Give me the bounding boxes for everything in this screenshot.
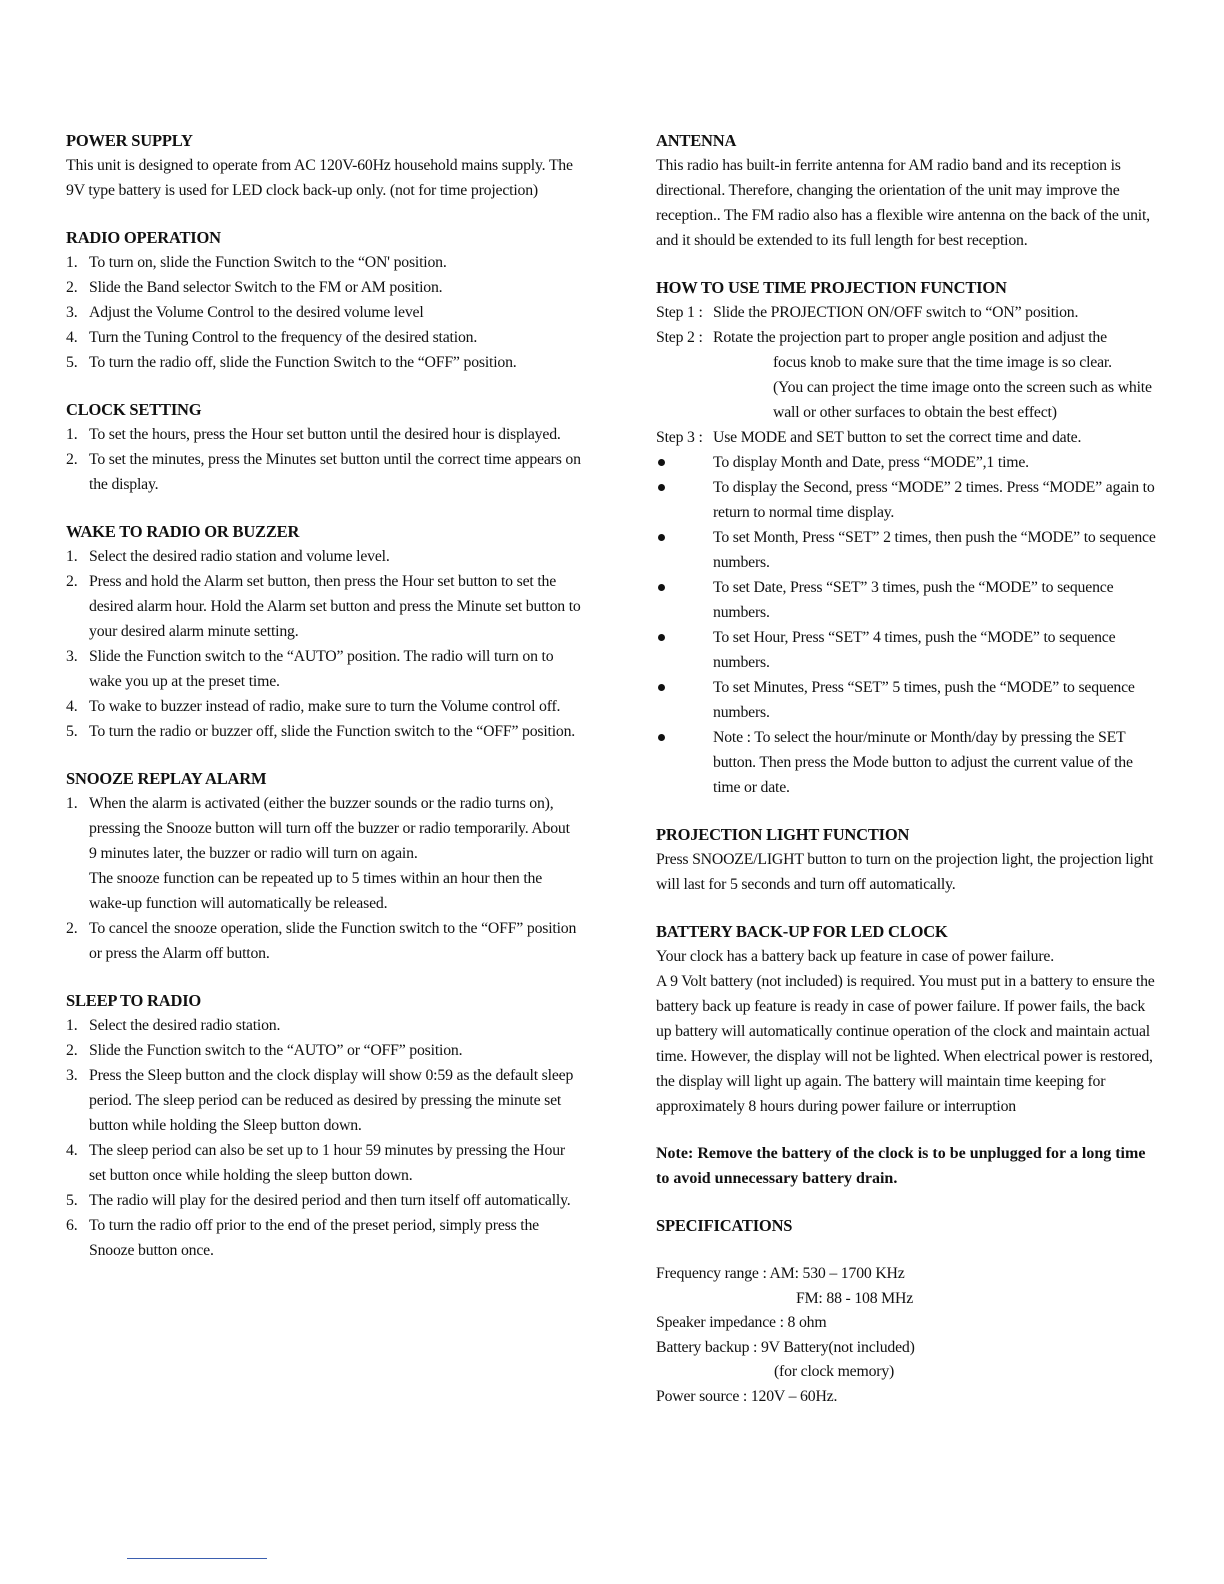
power-supply-section bbox=[66, 128, 581, 203]
spec-speaker: Speaker impedance : 8 ohm bbox=[656, 1314, 827, 1331]
list-item: To set Minutes, Press “SET” 5 times, push the “MODE” to sequence numbers. bbox=[656, 675, 1156, 725]
wake-list bbox=[66, 544, 581, 744]
spec-frequency: Frequency range : AM: 530 – 1700 KHz bbox=[656, 1265, 905, 1282]
list-item: 2. Slide the Band selector Switch to the FM or AM position. bbox=[66, 279, 443, 296]
specifications-section bbox=[656, 1213, 1156, 1409]
list-item: 4. To wake to buzzer instead of radio, make sure to turn the Volume control off. bbox=[66, 698, 561, 715]
antenna-section bbox=[656, 128, 1156, 253]
list-item: 1. When the alarm is activated (either the buzzer sounds or the radio turns on), pressing the Snooze button will turn off the buzzer or radio temporarily. About 9 minutes later, the buzzer or radio will turn on again. The snooze function can be repeated up to 5 times within an hour then the wake-up function will automatically be released. bbox=[66, 791, 581, 916]
snooze-heading: SNOOZE REPLAY ALARM bbox=[66, 769, 267, 788]
bullet-icon bbox=[658, 634, 665, 641]
bullet-icon bbox=[658, 484, 665, 491]
projection-bullets bbox=[656, 450, 1156, 800]
bullet-icon bbox=[658, 459, 665, 466]
list-item: 2. Press and hold the Alarm set button, then press the Hour set button to set the desired alarm hour. Hold the Alarm set button and press the Minute set button to your desired alarm minute setting. bbox=[66, 573, 581, 640]
step-3: Step 3 : Use MODE and SET button to set the correct time and date. bbox=[656, 429, 1082, 446]
projection-light-text: Press SNOOZE/LIGHT button to turn on the projection light, the projection light will last for 5 seconds and turn off automatically. bbox=[656, 851, 1154, 893]
list-item: 3. Press the Sleep button and the clock display will show 0:59 as the default sleep period. The sleep period can be reduced as desired by pressing the minute set button while holding the Sleep button down. bbox=[66, 1067, 574, 1134]
projection-light-heading: PROJECTION LIGHT FUNCTION bbox=[656, 825, 910, 844]
bullet-icon bbox=[658, 584, 665, 591]
list-item: 1. To set the hours, press the Hour set button until the desired hour is displayed. bbox=[66, 426, 561, 443]
battery-text: A 9 Volt battery (not included) is required. You must put in a battery to ensure the battery back up feature is ready in case of power failure. If power fails, the back up battery will automatically continue operation of the clock and maintain actual time. However, the display will not be lighted. When electrical power is restored, the display will light up again. The battery will maintain time keeping for approximately 8 hours during power failure or interruption bbox=[656, 973, 1155, 1115]
bullet-icon bbox=[658, 534, 665, 541]
list-item: 1. Select the desired radio station. bbox=[66, 1017, 281, 1034]
list-item: 4. Turn the Tuning Control to the frequency of the desired station. bbox=[66, 329, 478, 346]
right-column bbox=[656, 128, 1156, 1431]
specifications-heading: SPECIFICATIONS bbox=[656, 1216, 793, 1235]
bullet-icon bbox=[658, 734, 665, 741]
list-item: 1. Select the desired radio station and volume level. bbox=[66, 548, 390, 565]
spec-frequency-fm: FM: 88 - 108 MHz bbox=[796, 1289, 914, 1307]
battery-section bbox=[656, 919, 1156, 1119]
snooze-subparagraph: The snooze function can be repeated up to 5 times within an hour then the wake-up function will automatically be released. bbox=[89, 870, 543, 912]
wake-section bbox=[66, 519, 581, 744]
projection-section bbox=[656, 275, 1156, 800]
wake-heading: WAKE TO RADIO OR BUZZER bbox=[66, 522, 300, 541]
list-item: 6. To turn the radio off prior to the end of the preset period, simply press the Snooze button once. bbox=[66, 1217, 539, 1259]
clock-setting-heading: CLOCK SETTING bbox=[66, 400, 202, 419]
radio-operation-section bbox=[66, 225, 581, 375]
list-item: 3. Adjust the Volume Control to the desired volume level bbox=[66, 304, 424, 321]
list-item: 5. The radio will play for the desired period and then turn itself off automatically. bbox=[66, 1192, 571, 1209]
clock-setting-list bbox=[66, 422, 581, 497]
step-1: Step 1 : Slide the PROJECTION ON/OFF switch to “ON” position. bbox=[656, 304, 1079, 321]
clock-setting-section bbox=[66, 397, 581, 497]
list-item: 2. To set the minutes, press the Minutes set button until the correct time appears on the display. bbox=[66, 451, 581, 493]
list-item: 2. Slide the Function switch to the “AUTO” or “OFF” position. bbox=[66, 1042, 463, 1059]
antenna-heading: ANTENNA bbox=[656, 131, 737, 150]
list-item: To display the Second, press “MODE” 2 times. Press “MODE” again to return to normal time display. bbox=[656, 475, 1156, 525]
spec-battery-note: (for clock memory) bbox=[774, 1363, 895, 1380]
power-supply-text: This unit is designed to operate from AC 120V-60Hz household mains supply. The 9V type battery is used for LED clock back-up only. (not for time projection) bbox=[66, 157, 573, 199]
spec-battery: Battery backup : 9V Battery(not included) bbox=[656, 1338, 915, 1356]
radio-operation-list bbox=[66, 250, 581, 375]
left-column bbox=[66, 128, 581, 1285]
antenna-text: This radio has built-in ferrite antenna for AM radio band and its reception is directional. Therefore, changing the orientation of the unit may improve the reception.. The FM radio also has a flexible wire antenna on the back of the unit, and it should be extended to its full length for best reception. bbox=[656, 157, 1150, 249]
sleep-list bbox=[66, 1013, 581, 1263]
sleep-heading: SLEEP TO RADIO bbox=[66, 991, 202, 1010]
radio-operation-heading: RADIO OPERATION bbox=[66, 228, 221, 247]
projection-heading: HOW TO USE TIME PROJECTION FUNCTION bbox=[656, 278, 1007, 297]
list-item: To set Hour, Press “SET” 4 times, push the “MODE” to sequence numbers. bbox=[656, 625, 1156, 675]
list-item: 4. The sleep period can also be set up to 1 hour 59 minutes by pressing the Hour set button once while holding the sleep button down. bbox=[66, 1142, 565, 1184]
note-section bbox=[656, 1141, 1156, 1191]
snooze-section bbox=[66, 766, 581, 966]
sleep-section bbox=[66, 988, 581, 1263]
list-item: 1. To turn on, slide the Function Switch to the “ON' position. bbox=[66, 254, 447, 271]
battery-heading: BATTERY BACK-UP FOR LED CLOCK bbox=[656, 922, 948, 941]
battery-note: Note: Remove the battery of the clock is to be unplugged for a long time to avoid unnecessary battery drain. bbox=[656, 1145, 1146, 1187]
list-item: To display Month and Date, press “MODE”,1 time. bbox=[656, 450, 1156, 475]
power-supply-heading: POWER SUPPLY bbox=[66, 131, 193, 150]
step-2: Step 2 : Rotate the projection part to proper angle position and adjust the focus knob to make sure that the time image is so clear. (You can project the time image onto the screen such as white wall or other surfaces to obtain the best effect) bbox=[656, 329, 1152, 421]
battery-intro: Your clock has a battery back up feature in case of power failure. bbox=[656, 948, 1054, 965]
spec-power: Power source : 120V – 60Hz. bbox=[656, 1387, 838, 1405]
list-item: Note : To select the hour/minute or Month/day by pressing the SET button. Then press the Mode button to adjust the current value of the time or date. bbox=[656, 725, 1156, 800]
list-item: 5. To turn the radio or buzzer off, slide the Function switch to the “OFF” position. bbox=[66, 723, 576, 740]
list-item: 3. Slide the Function switch to the “AUTO” position. The radio will turn on to wake you up at the preset time. bbox=[66, 648, 554, 690]
list-item: 5. To turn the radio off, slide the Function Switch to the “OFF” position. bbox=[66, 354, 517, 371]
footer-rule bbox=[127, 1558, 267, 1559]
list-item: To set Date, Press “SET” 3 times, push the “MODE” to sequence numbers. bbox=[656, 575, 1156, 625]
list-item: To set Month, Press “SET” 2 times, then push the “MODE” to sequence numbers. bbox=[656, 525, 1156, 575]
projection-light-section bbox=[656, 822, 1156, 897]
list-item: 2. To cancel the snooze operation, slide the Function switch to the “OFF” position or press the Alarm off button. bbox=[66, 920, 577, 962]
snooze-list bbox=[66, 791, 581, 966]
bullet-icon bbox=[658, 684, 665, 691]
